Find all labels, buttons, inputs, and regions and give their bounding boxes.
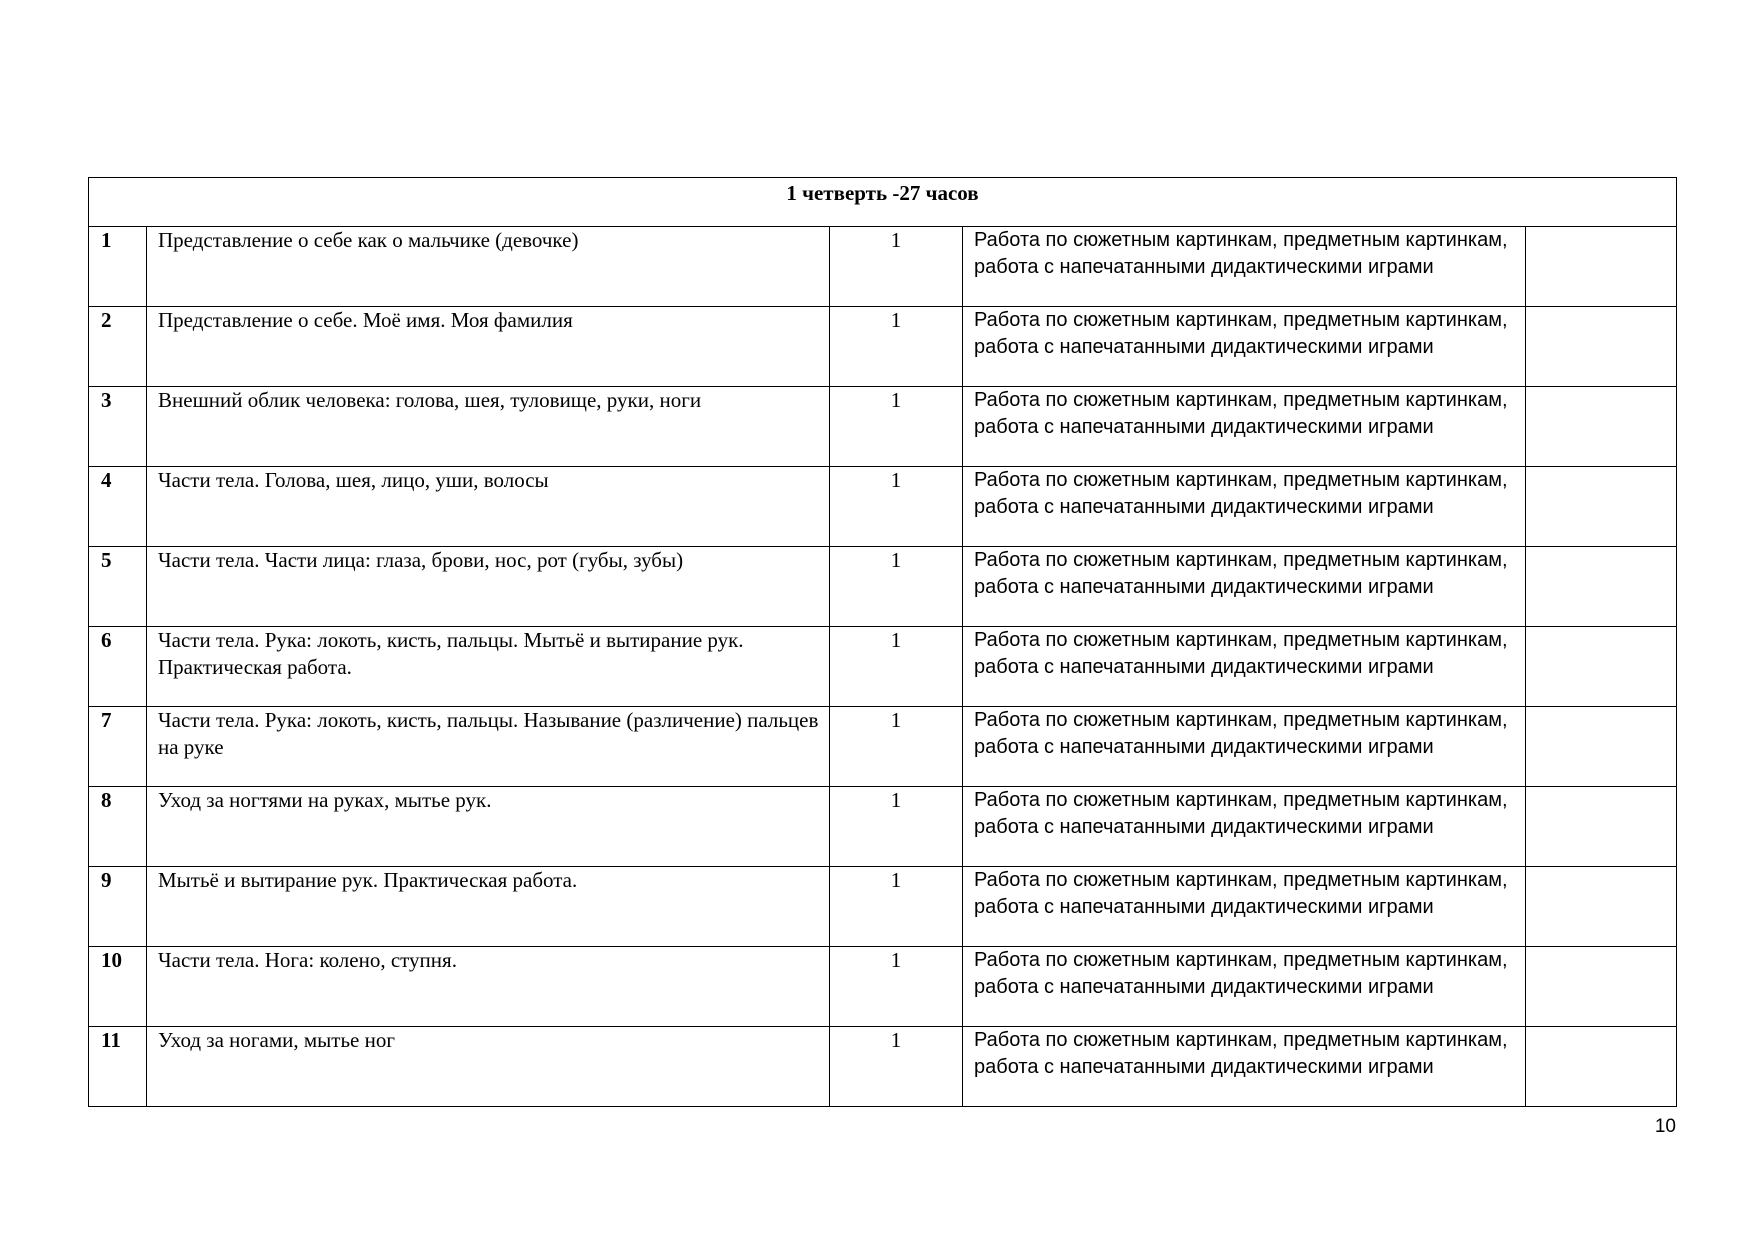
lesson-topic: Части тела. Части лица: глаза, брови, нос, рот (губы, зубы) — [147, 547, 830, 627]
table-row — [89, 627, 1677, 707]
lesson-hours: 1 — [830, 227, 963, 307]
lesson-hours: 1 — [830, 387, 963, 467]
lesson-activity: Работа по сюжетным картинкам, предметным картинкам, работа с напечатанными дидактическими играми — [963, 547, 1526, 627]
lesson-topic: Представление о себе как о мальчике (девочке) — [147, 227, 830, 307]
lesson-activity: Работа по сюжетным картинкам, предметным картинкам, работа с напечатанными дидактическими играми — [963, 1027, 1526, 1107]
table-row — [89, 307, 1677, 387]
lesson-topic: Внешний облик человека: голова, шея, туловище, руки, ноги — [147, 387, 830, 467]
row-number: 1 — [89, 227, 147, 307]
lesson-topic: Части тела. Нога: колено, ступня. — [147, 947, 830, 1027]
lesson-topic: Части тела. Голова, шея, лицо, уши, волосы — [147, 467, 830, 547]
lesson-hours: 1 — [830, 947, 963, 1027]
section-title: 1 четверть -27 часов — [89, 178, 1677, 227]
section-header-row — [89, 178, 1677, 227]
lesson-notes — [1526, 387, 1677, 467]
table-row — [89, 387, 1677, 467]
row-number: 7 — [89, 707, 147, 787]
lesson-notes — [1526, 947, 1677, 1027]
row-number: 6 — [89, 627, 147, 707]
lesson-activity: Работа по сюжетным картинкам, предметным картинкам, работа с напечатанными дидактическими играми — [963, 307, 1526, 387]
row-number: 10 — [89, 947, 147, 1027]
lesson-topic: Части тела. Рука: локоть, кисть, пальцы. Называние (различение) пальцев на руке — [147, 707, 830, 787]
table-row — [89, 467, 1677, 547]
lesson-activity: Работа по сюжетным картинкам, предметным картинкам, работа с напечатанными дидактическими играми — [963, 627, 1526, 707]
lesson-activity: Работа по сюжетным картинкам, предметным картинкам, работа с напечатанными дидактическими играми — [963, 947, 1526, 1027]
lesson-activity: Работа по сюжетным картинкам, предметным картинкам, работа с напечатанными дидактическими играми — [963, 227, 1526, 307]
lesson-hours: 1 — [830, 707, 963, 787]
lesson-notes — [1526, 1027, 1677, 1107]
row-number: 5 — [89, 547, 147, 627]
lesson-activity: Работа по сюжетным картинкам, предметным картинкам, работа с напечатанными дидактическими играми — [963, 387, 1526, 467]
table-row — [89, 1027, 1677, 1107]
lesson-topic: Части тела. Рука: локоть, кисть, пальцы. Мытьё и вытирание рук. Практическая работа. — [147, 627, 830, 707]
table-row — [89, 947, 1677, 1027]
lesson-activity: Работа по сюжетным картинкам, предметным картинкам, работа с напечатанными дидактическими играми — [963, 867, 1526, 947]
lesson-hours: 1 — [830, 467, 963, 547]
lesson-topic: Уход за ногами, мытье ног — [147, 1027, 830, 1107]
row-number: 8 — [89, 787, 147, 867]
lesson-topic: Уход за ногтями на руках, мытье рук. — [147, 787, 830, 867]
table-row — [89, 707, 1677, 787]
lesson-hours: 1 — [830, 627, 963, 707]
lesson-hours: 1 — [830, 547, 963, 627]
row-number: 9 — [89, 867, 147, 947]
lesson-activity: Работа по сюжетным картинкам, предметным картинкам, работа с напечатанными дидактическими играми — [963, 707, 1526, 787]
table-row — [89, 547, 1677, 627]
page-number: 10 — [1654, 1116, 1676, 1137]
lesson-notes — [1526, 627, 1677, 707]
lesson-activity: Работа по сюжетным картинкам, предметным картинкам, работа с напечатанными дидактическими играми — [963, 467, 1526, 547]
table-row — [89, 867, 1677, 947]
lesson-hours: 1 — [830, 787, 963, 867]
lesson-hours: 1 — [830, 1027, 963, 1107]
table-row — [89, 227, 1677, 307]
lesson-notes — [1526, 227, 1677, 307]
row-number: 11 — [89, 1027, 147, 1107]
lesson-topic: Представление о себе. Моё имя. Моя фамилия — [147, 307, 830, 387]
lesson-notes — [1526, 547, 1677, 627]
table-row — [89, 787, 1677, 867]
row-number: 2 — [89, 307, 147, 387]
lesson-hours: 1 — [830, 307, 963, 387]
lesson-hours: 1 — [830, 867, 963, 947]
lesson-notes — [1526, 467, 1677, 547]
lesson-notes — [1526, 787, 1677, 867]
lesson-notes — [1526, 867, 1677, 947]
row-number: 4 — [89, 467, 147, 547]
lesson-activity: Работа по сюжетным картинкам, предметным картинкам, работа с напечатанными дидактическими играми — [963, 787, 1526, 867]
lesson-notes — [1526, 307, 1677, 387]
lesson-plan-table — [88, 177, 1677, 1107]
lesson-notes — [1526, 707, 1677, 787]
lesson-topic: Мытьё и вытирание рук. Практическая работа. — [147, 867, 830, 947]
row-number: 3 — [89, 387, 147, 467]
